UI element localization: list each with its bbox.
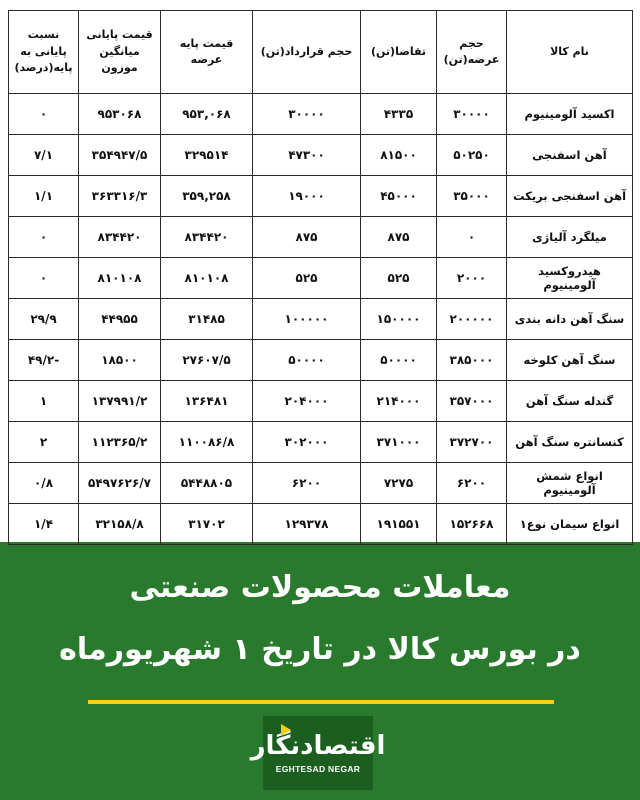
title-line-1: معاملات محصولات صنعتی xyxy=(129,570,511,605)
table-row xyxy=(9,217,633,258)
table-cell: ۱۵۰۰۰۰ xyxy=(361,299,437,340)
table-cell: ۳۸۵۰۰۰ xyxy=(437,340,507,381)
table-cell: ۱۱۰۰۸۶/۸ xyxy=(161,422,253,463)
table-cell: ۱۵۲۶۶۸ xyxy=(437,504,507,545)
column-header: حجم قرارداد(تن) xyxy=(253,11,361,94)
table-cell: ۱۳۶۴۸۱ xyxy=(161,381,253,422)
table-cell: ۸۳۴۴۲۰ xyxy=(161,217,253,258)
table-cell: ۳۷۲۷۰۰ xyxy=(437,422,507,463)
table-cell: ۷۲۷۵ xyxy=(361,463,437,504)
table-cell: ۵۲۵ xyxy=(361,258,437,299)
table-cell: ۵۴۴۸۸۰۵ xyxy=(161,463,253,504)
table-cell: ۳۷۱۰۰۰ xyxy=(361,422,437,463)
table-cell: ۳۵۰۰۰ xyxy=(437,176,507,217)
table-cell: ۰ xyxy=(9,94,79,135)
table-cell: ۱/۱ xyxy=(9,176,79,217)
commodity-name-cell: انواع سیمان نوع۱ xyxy=(507,504,633,545)
table-cell: ۱/۴ xyxy=(9,504,79,545)
table-cell: ۱۲۹۳۷۸ xyxy=(253,504,361,545)
column-header: نسبت پایانی به پایه(درصد) xyxy=(9,11,79,94)
table-row xyxy=(9,176,633,217)
table-body xyxy=(9,94,633,545)
table-cell: ۱۸۵۰۰ xyxy=(79,340,161,381)
table-cell: ۲۹/۹ xyxy=(9,299,79,340)
table-row xyxy=(9,504,633,545)
table-cell: ۱۹۰۰۰ xyxy=(253,176,361,217)
table-cell: ۰ xyxy=(437,217,507,258)
table-cell: ۲۰۰۰۰۰ xyxy=(437,299,507,340)
table-cell: ۷/۱ xyxy=(9,135,79,176)
table-cell: ۲۰۰۰ xyxy=(437,258,507,299)
logo-text-fa xyxy=(251,732,386,761)
table-cell: ۱۳۷۹۹۱/۲ xyxy=(79,381,161,422)
table-cell: ۳۵۷۰۰۰ xyxy=(437,381,507,422)
table-cell: ۳۲۹۵۱۴ xyxy=(161,135,253,176)
table-cell: ۲۷۶۰۷/۵ xyxy=(161,340,253,381)
table-cell: ۳۰۲۰۰۰ xyxy=(253,422,361,463)
table-row xyxy=(9,422,633,463)
table-cell: ۴۳۳۵ xyxy=(361,94,437,135)
table-row xyxy=(9,299,633,340)
table-cell: ۳۵۴۹۴۷/۵ xyxy=(79,135,161,176)
table-row xyxy=(9,340,633,381)
table-cell: ۵۰۲۵۰ xyxy=(437,135,507,176)
table-cell: ۱۱۲۳۶۵/۲ xyxy=(79,422,161,463)
table-cell: ۰ xyxy=(9,258,79,299)
table-cell: ۳۵۹,۲۵۸ xyxy=(161,176,253,217)
table-cell: ۲۰۴۰۰۰ xyxy=(253,381,361,422)
table-cell: ۸۷۵ xyxy=(361,217,437,258)
commodity-name-cell: سنگ آهن دانه بندی xyxy=(507,299,633,340)
commodity-name-cell: میلگرد آلیاژی xyxy=(507,217,633,258)
table-cell: ۳۰۰۰۰ xyxy=(437,94,507,135)
commodity-table xyxy=(8,10,633,545)
table-cell: ۴۵۰۰۰ xyxy=(361,176,437,217)
yellow-divider xyxy=(88,700,554,704)
column-header: قیمت پایانی میانگین موزون xyxy=(79,11,161,94)
column-header: حجم عرضه(تن) xyxy=(437,11,507,94)
table-cell: ۳۱۷۰۲ xyxy=(161,504,253,545)
table-cell: ۸۱۰۱۰۸ xyxy=(79,258,161,299)
table-row xyxy=(9,258,633,299)
table-cell: ۳۲۱۵۸/۸ xyxy=(79,504,161,545)
brand-logo xyxy=(250,716,386,790)
table-cell: ۹۵۳,۰۶۸ xyxy=(161,94,253,135)
table-cell: ۱۹۱۵۵۱ xyxy=(361,504,437,545)
commodity-name-cell: هیدروکسید آلومینیوم xyxy=(507,258,633,299)
table-cell: ۲۱۴۰۰۰ xyxy=(361,381,437,422)
table-cell: ۰/۸ xyxy=(9,463,79,504)
table-cell: ۹۵۳۰۶۸ xyxy=(79,94,161,135)
table-cell: ۸۱۵۰۰ xyxy=(361,135,437,176)
commodity-name-cell: آهن اسفنجی بریکت xyxy=(507,176,633,217)
logo-text-en: EGHTESAD NEGAR xyxy=(275,764,361,775)
table-cell: ۱ xyxy=(9,381,79,422)
table-header-row xyxy=(9,11,633,94)
table-cell: ۵۰۰۰۰ xyxy=(253,340,361,381)
table-cell: ۸۳۴۴۲۰ xyxy=(79,217,161,258)
table-cell: ۵۲۵ xyxy=(253,258,361,299)
table-row xyxy=(9,135,633,176)
commodity-name-cell: گندله سنگ آهن xyxy=(507,381,633,422)
title-line-2: در بورس کالا در تاریخ ۱ شهریورماه xyxy=(59,632,581,667)
table-cell: ۶۲۰۰ xyxy=(253,463,361,504)
commodity-name-cell: آهن اسفنجی xyxy=(507,135,633,176)
table-row xyxy=(9,94,633,135)
commodity-name-cell: انواع شمش آلومینیوم xyxy=(507,463,633,504)
logo-text-fa-label: اقتصادنگار xyxy=(250,730,386,761)
table-cell: ۸۷۵ xyxy=(253,217,361,258)
table-cell: ۳۰۰۰۰ xyxy=(253,94,361,135)
column-header: قیمت پایه عرضه xyxy=(161,11,253,94)
commodity-name-cell: کنسانتره سنگ آهن xyxy=(507,422,633,463)
table-row xyxy=(9,381,633,422)
play-icon xyxy=(281,724,291,736)
table-cell: ۴۴۹۵۵ xyxy=(79,299,161,340)
table-cell: ۳۶۳۳۱۶/۳ xyxy=(79,176,161,217)
table-cell: -۴۹/۲ xyxy=(9,340,79,381)
table-cell: ۱۰۰۰۰۰ xyxy=(253,299,361,340)
column-header: تقاضا(تن) xyxy=(361,11,437,94)
column-header: نام کالا xyxy=(507,11,633,94)
table-cell: ۰ xyxy=(9,217,79,258)
commodity-name-cell: اکسید آلومینیوم xyxy=(507,94,633,135)
table-cell: ۴۷۳۰۰ xyxy=(253,135,361,176)
table-cell: ۳۱۴۸۵ xyxy=(161,299,253,340)
table-row xyxy=(9,463,633,504)
commodity-name-cell: سنگ آهن کلوخه xyxy=(507,340,633,381)
table-cell: ۵۰۰۰۰ xyxy=(361,340,437,381)
table-cell: ۲ xyxy=(9,422,79,463)
table-cell: ۶۲۰۰ xyxy=(437,463,507,504)
table-cell: ۸۱۰۱۰۸ xyxy=(161,258,253,299)
table-cell: ۵۴۹۷۶۲۶/۷ xyxy=(79,463,161,504)
